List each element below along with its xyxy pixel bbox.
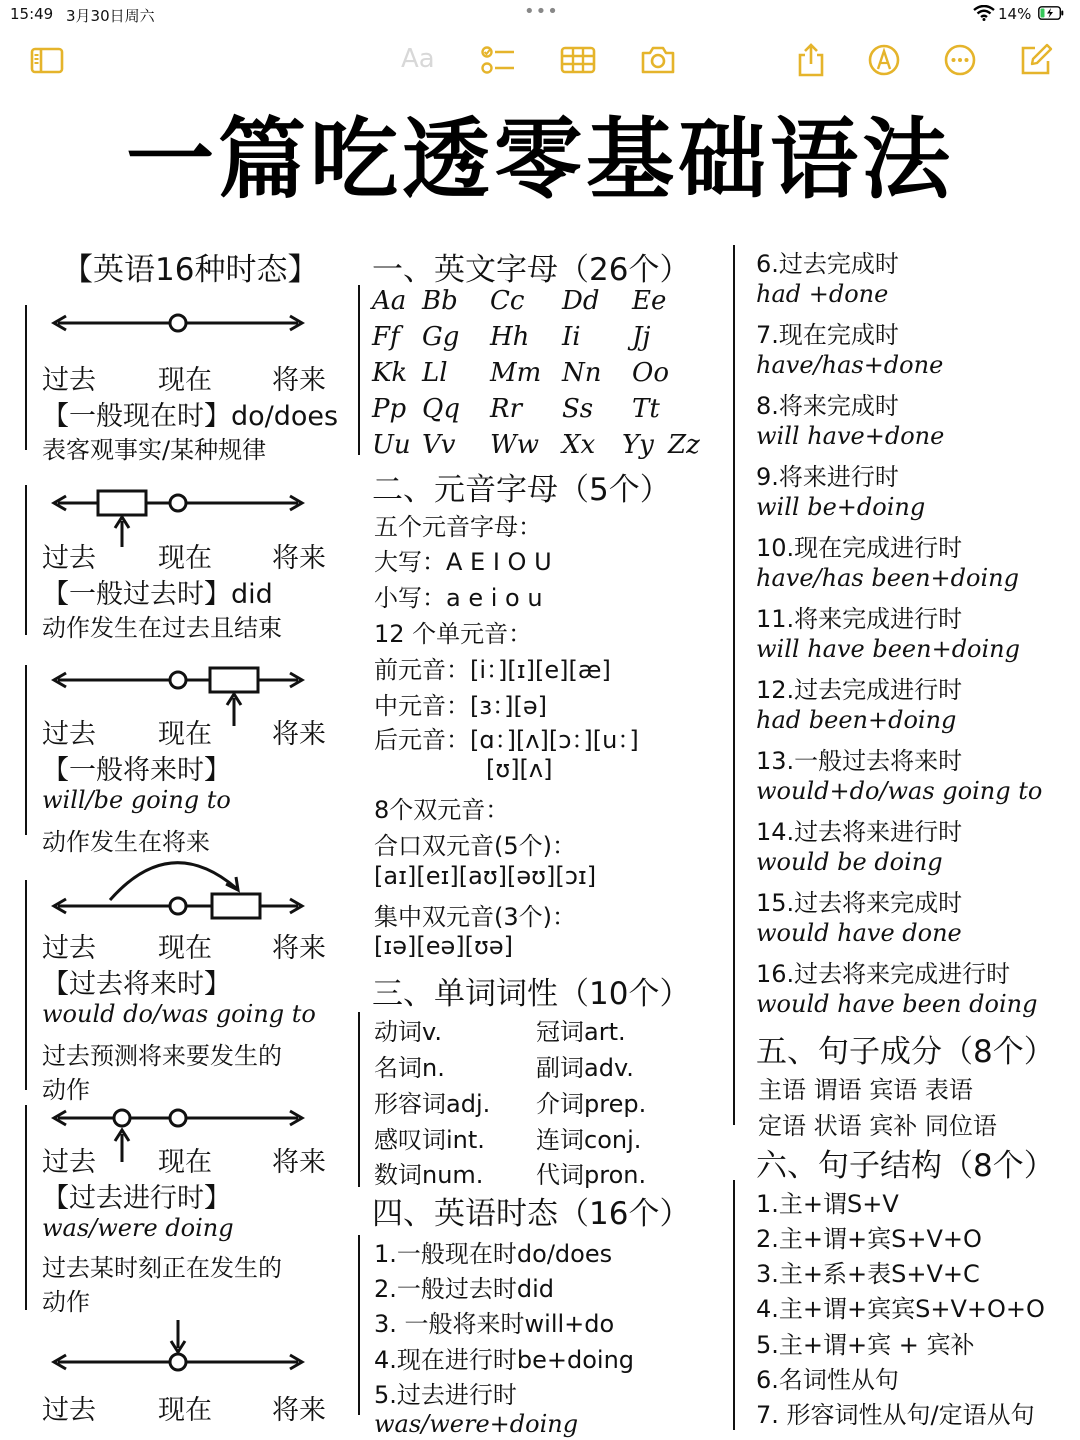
divider	[25, 305, 27, 450]
more-icon[interactable]	[942, 42, 978, 78]
alphabet-letter: Nn	[562, 358, 602, 388]
tense-list-item: would+do/was going to	[756, 776, 1043, 805]
tense-list-item: 6.过去完成时	[756, 250, 899, 278]
alphabet-letter: Qq	[422, 394, 460, 424]
tense-formula: would do/was going to	[42, 1000, 316, 1028]
alphabet-letter: Ww	[490, 430, 539, 460]
label-past: 过去	[42, 933, 96, 964]
alphabet-letter: Mm	[490, 358, 542, 388]
label-now: 现在	[158, 543, 212, 574]
tense-desc: 动作发生在将来	[42, 828, 210, 856]
alphabet-letter: Ss	[562, 394, 594, 424]
status-time: 15:49	[10, 5, 54, 23]
sidebar-icon[interactable]	[29, 42, 65, 78]
vowel-line: 12 个单元音：	[374, 620, 533, 648]
battery-icon	[1038, 6, 1064, 20]
divider	[358, 1012, 360, 1187]
page-title: 一篇吃透零基础语法	[125, 108, 954, 211]
tense-list-item: 8.将来完成时	[756, 392, 899, 420]
label-past: 过去	[42, 719, 96, 750]
tense-desc: 过去某时刻正在发生的	[42, 1254, 282, 1282]
alphabet-letter: Oo	[632, 358, 669, 388]
alphabet-letter: Ee	[632, 286, 667, 316]
markup-icon[interactable]	[866, 42, 902, 78]
alphabet-letter: Dd	[562, 286, 600, 316]
label-future: 将来	[272, 1147, 326, 1178]
tense-list-item: 4.现在进行时be+doing	[374, 1346, 635, 1374]
tense-formula: will/be going to	[42, 786, 231, 814]
tense-list-item: had been+doing	[756, 705, 957, 734]
vowel-line: 后元音：[ɑ：][ʌ][ɔ：][u：]	[374, 726, 639, 754]
label-future: 将来	[272, 1395, 326, 1426]
status-date: 3月30日周六	[66, 7, 155, 25]
tense-list-item: 5.过去进行时	[374, 1381, 517, 1409]
tense-name: 【一般现在时】do/does	[42, 401, 339, 432]
tense-name: 【一般过去时】did	[42, 579, 273, 610]
divider	[25, 665, 27, 835]
tenses-heading: 【英语16种时态】	[62, 252, 319, 288]
tense-list-item: 10.现在完成进行时	[756, 534, 963, 562]
tense-list-item: 14.过去将来进行时	[756, 818, 963, 846]
structure-item: 7. 形容词性从句/定语从句	[756, 1401, 1035, 1429]
pos-item: 名词n.	[374, 1054, 445, 1082]
tense-list-item: 16.过去将来完成进行时	[756, 960, 1011, 988]
tense-list-item: will have+done	[756, 421, 945, 450]
timeline-present-continuous	[50, 1318, 310, 1380]
tense-list-item: 15.过去将来完成时	[756, 889, 963, 917]
compose-icon[interactable]	[1018, 42, 1054, 78]
tense-list-item: will have been+doing	[756, 634, 1020, 663]
divider	[733, 1180, 735, 1430]
tense-list-item: 11.将来完成进行时	[756, 605, 963, 633]
divider	[25, 485, 27, 635]
label-now: 现在	[158, 719, 212, 750]
components-heading: 五、句子成分（8个）	[756, 1034, 1055, 1070]
tense-desc: 动作	[42, 1076, 90, 1104]
label-now: 现在	[158, 933, 212, 964]
wifi-icon	[973, 5, 995, 21]
label-future: 将来	[272, 719, 326, 750]
structure-item: 5.主+谓+宾 + 宾补	[756, 1331, 975, 1359]
alphabet-letter: Hh	[490, 322, 530, 352]
label-past: 过去	[42, 1147, 96, 1178]
tense-list-item: 13.一般过去将来时	[756, 747, 963, 775]
alphabet-letter: Kk	[372, 358, 408, 388]
pos-item: 形容词adj.	[374, 1090, 491, 1118]
structure-item: 4.主+谓+宾宾S+V+O+O	[756, 1295, 1045, 1323]
divider	[358, 285, 360, 455]
vowel-line: [ʊ][ʌ]	[486, 755, 553, 783]
vowel-line: 五个元音字母：	[374, 513, 542, 541]
alphabet-letter: Bb	[422, 286, 458, 316]
tense-list-item: 9.将来进行时	[756, 463, 899, 491]
tense-list-item: will be+doing	[756, 492, 926, 521]
pos-item: 冠词art.	[536, 1018, 626, 1046]
alphabet-letter: Yy	[622, 430, 654, 460]
tense-list-item: would be doing	[756, 847, 943, 876]
alphabet-letter: Vv	[422, 430, 456, 460]
label-now: 现在	[158, 365, 212, 396]
vowel-line: 小写：a e i o u	[374, 584, 543, 612]
vowel-heading: 二、元音字母（5个）	[372, 472, 671, 508]
timeline-past-future	[50, 852, 310, 924]
tense-list-item: was/were+doing	[374, 1410, 579, 1438]
vowel-line: 大写：A E I O U	[374, 548, 552, 576]
tense-desc: 过去预测将来要发生的	[42, 1042, 282, 1070]
tense-list-item: have/has been+doing	[756, 563, 1019, 592]
tense-list-item: 7.现在完成时	[756, 321, 899, 349]
checklist-icon[interactable]	[480, 42, 516, 78]
alphabet-heading: 一、英文字母（26个）	[372, 252, 691, 288]
tense-desc: 动作发生在过去且结束	[42, 614, 282, 642]
divider	[25, 880, 27, 1090]
vowel-line: 8个双元音：	[374, 796, 510, 824]
divider	[358, 1235, 360, 1415]
label-future: 将来	[272, 933, 326, 964]
tense-name: 【过去将来时】	[42, 969, 231, 1000]
vowel-line: 前元音：[i：][ɪ][e][æ]	[374, 656, 611, 684]
tense-list-item: would have done	[756, 918, 962, 947]
tense-list-item: had +done	[756, 279, 889, 308]
vowel-line: [ɪə][eə][ʊə]	[374, 932, 513, 960]
pos-item: 代词pron.	[536, 1161, 647, 1189]
alphabet-letter: Uu	[372, 430, 411, 460]
vowel-line: 中元音：[ɜ：][ə]	[374, 692, 547, 720]
alphabet-letter: Rr	[490, 394, 523, 424]
alphabet-letter: Jj	[632, 322, 651, 352]
label-past: 过去	[42, 365, 96, 396]
multitask-dots[interactable]: •••	[524, 1, 559, 22]
pos-item: 连词conj.	[536, 1126, 642, 1154]
alphabet-letter: Pp	[372, 394, 407, 424]
structure-item: 3.主+系+表S+V+C	[756, 1260, 980, 1288]
tense-list-item: 2.一般过去时did	[374, 1275, 555, 1303]
status-bar	[0, 0, 1080, 30]
alphabet-letter: Ff	[372, 322, 400, 352]
divider	[25, 1105, 27, 1310]
pos-item: 感叹词int.	[374, 1126, 485, 1154]
structure-item: 2.主+谓+宾S+V+O	[756, 1225, 982, 1253]
format-text-button[interactable]: Aa	[401, 44, 435, 74]
alphabet-letter: Tt	[632, 394, 660, 424]
tense-name: 【过去进行时】	[42, 1183, 231, 1214]
label-future: 将来	[272, 365, 326, 396]
structure-item: 6.名词性从句	[756, 1366, 899, 1394]
pos-item: 动词v.	[374, 1018, 442, 1046]
alphabet-letter: Aa	[372, 286, 407, 316]
alphabet-letter: Cc	[490, 286, 525, 316]
share-icon[interactable]	[793, 42, 829, 78]
alphabet-letter: Zz	[668, 430, 700, 460]
vowel-line: 集中双元音(3个)：	[374, 903, 576, 931]
tense-list-item: would have been doing	[756, 989, 1038, 1018]
component-line: 主语 谓语 宾语 表语	[758, 1076, 973, 1104]
battery-percent: 14%	[998, 5, 1032, 23]
tense-desc: 动作	[42, 1288, 90, 1316]
tense-desc: 表客观事实/某种规律	[42, 436, 267, 464]
vowel-line: 合口双元音(5个)：	[374, 832, 576, 860]
alphabet-letter: Xx	[562, 430, 596, 460]
tense-list-item: 12.过去完成进行时	[756, 676, 963, 704]
structure-item: 1.主+谓S+V	[756, 1190, 899, 1218]
table-icon[interactable]	[560, 42, 596, 78]
label-past: 过去	[42, 1395, 96, 1426]
tense-list-heading: 四、英语时态（16个）	[372, 1196, 691, 1232]
alphabet-letter: Ii	[562, 322, 581, 352]
label-past: 过去	[42, 543, 96, 574]
tense-name: 【一般将来时】	[42, 755, 231, 786]
camera-icon[interactable]	[640, 42, 676, 78]
component-line: 定语 状语 宾补 同位语	[758, 1112, 997, 1140]
pos-item: 副词adv.	[536, 1054, 634, 1082]
timeline-present-simple	[50, 305, 310, 341]
label-now: 现在	[158, 1147, 212, 1178]
label-future: 将来	[272, 543, 326, 574]
tense-list-item: have/has+done	[756, 350, 944, 379]
vowel-line: [aɪ][eɪ][aʊ][əʊ][ɔɪ]	[374, 862, 597, 890]
alphabet-letter: Gg	[422, 322, 460, 352]
divider	[733, 245, 735, 1125]
tense-formula: was/were doing	[42, 1214, 234, 1242]
pos-item: 数词num.	[374, 1161, 484, 1189]
tense-list-item: 3. 一般将来时will+do	[374, 1310, 615, 1338]
label-now: 现在	[158, 1395, 212, 1426]
tense-list-item: 1.一般现在时do/does	[374, 1240, 613, 1268]
alphabet-letter: Ll	[422, 358, 448, 388]
structure-heading: 六、句子结构（8个）	[756, 1148, 1055, 1184]
pos-item: 介词prep.	[536, 1090, 647, 1118]
pos-heading: 三、单词词性（10个）	[372, 976, 691, 1012]
